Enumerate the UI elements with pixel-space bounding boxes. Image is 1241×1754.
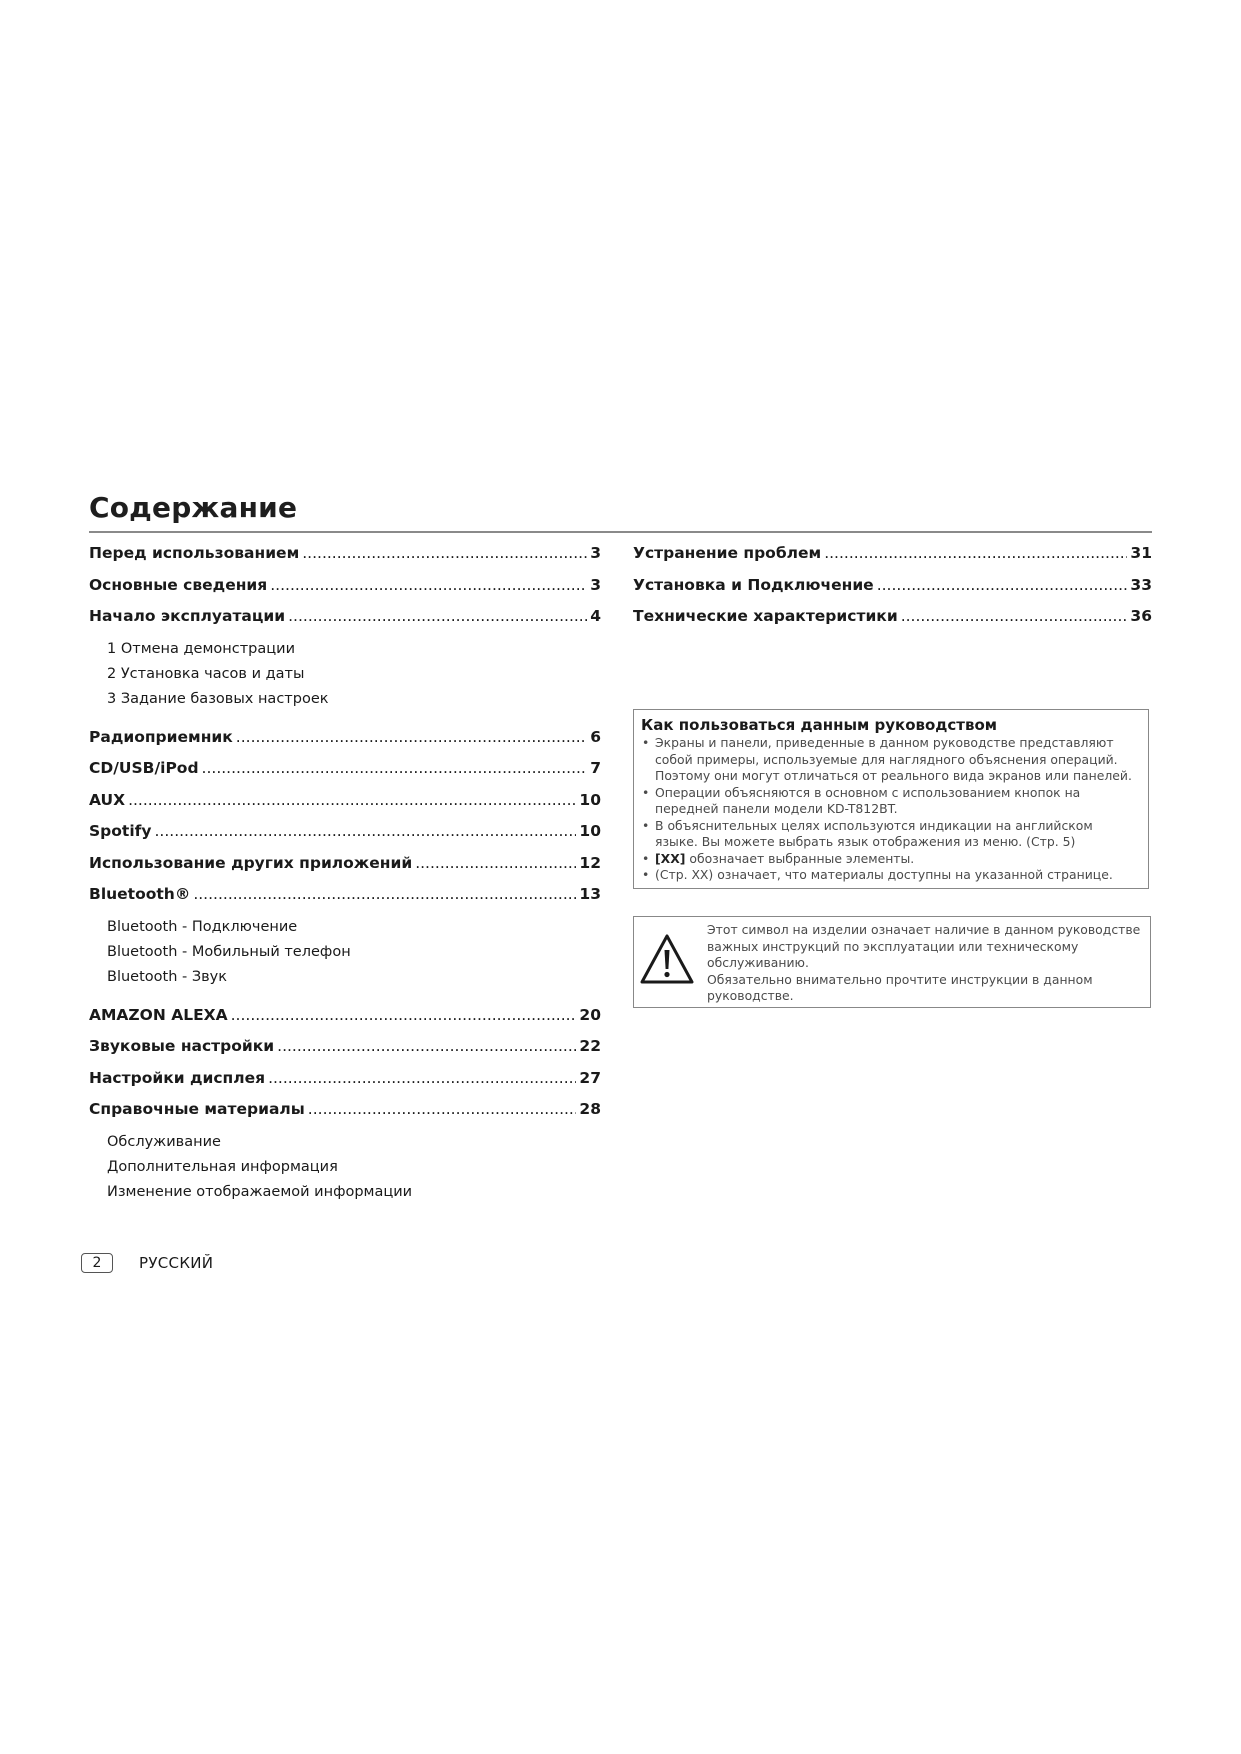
caution-box: [633, 916, 1151, 1008]
toc-entry-radio[interactable]: [89, 714, 601, 746]
toc-entry-page: 6: [590, 727, 601, 746]
toc-right-column: [633, 530, 1152, 625]
toc-entry-page: 3: [590, 575, 601, 594]
toc-entry-label: Технические характеристики: [633, 607, 898, 625]
how-to-use-item: [641, 818, 1139, 851]
toc-entry-label: Установка и Подключение: [633, 575, 874, 594]
page-number: 2: [81, 1253, 113, 1273]
toc-entry-page: 20: [579, 1005, 601, 1024]
toc-entry-before-use[interactable]: [89, 530, 601, 562]
toc-entry-label: Устранение проблем: [633, 544, 822, 562]
toc-subentry-more-info[interactable]: Дополнительная информация: [107, 1158, 338, 1175]
toc-entry-getting-started[interactable]: [89, 593, 601, 625]
caution-text-line: Обязательно внимательно прочтите инструкции в данном руководстве.: [707, 971, 1093, 1003]
how-to-use-item-text: (Стр. XX) означает, что материалы доступны на указанной странице.: [655, 867, 1113, 882]
how-to-use-item-text: Операции объясняются в основном с использованием кнопок на передней панели модели KD-T812BT.: [655, 784, 1081, 816]
how-to-use-list: [641, 735, 1139, 884]
language-label: РУССКИЙ: [139, 1254, 214, 1272]
toc-entry-page: 33: [1130, 575, 1152, 594]
toc-leader-dots: [288, 609, 587, 625]
toc-leader-dots: [308, 1102, 577, 1118]
how-to-use-item: [641, 851, 1139, 868]
how-to-use-manual-box: [633, 709, 1149, 889]
toc-entry-display-settings[interactable]: [89, 1055, 601, 1087]
page-title: Содержание: [89, 491, 298, 524]
toc-entry-page: 28: [579, 1100, 601, 1118]
toc-entry-label: Начало эксплуатации: [89, 607, 286, 625]
toc-entry-page: 3: [590, 544, 601, 562]
toc-entry-page: 4: [590, 607, 601, 625]
bullet-icon: •: [642, 867, 650, 882]
toc-leader-dots: [901, 609, 1128, 625]
toc-subentry-basic-settings[interactable]: 3 Задание базовых настроек: [107, 690, 329, 707]
selected-item-tag: [XX]: [655, 850, 686, 866]
toc-entry-page: 10: [579, 822, 601, 840]
toc-leader-dots: [154, 824, 576, 840]
warning-triangle-icon: [639, 933, 695, 985]
toc-leader-dots: [415, 856, 576, 872]
toc-entry-other-apps[interactable]: [89, 840, 601, 872]
caution-text-line: Этот символ на изделии означает наличие в данном руководстве важных инструкций по эксплуатации или техническому обслуживанию.: [707, 922, 1141, 970]
toc-leader-dots: [270, 578, 587, 594]
caution-text: [707, 922, 1142, 1005]
how-to-use-item-text: обозначает выбранные элементы.: [685, 850, 915, 866]
toc-leader-dots: [128, 793, 576, 809]
toc-entry-basics[interactable]: [89, 562, 601, 594]
toc-entry-amazon-alexa[interactable]: [89, 992, 601, 1024]
toc-entry-label: AUX: [89, 790, 126, 809]
toc-leader-dots: [302, 546, 587, 562]
toc-entry-label: Bluetooth®: [89, 885, 191, 903]
toc-subentry-cancel-demo[interactable]: 1 Отмена демонстрации: [107, 640, 295, 657]
toc-entry-label: Настройки дисплея: [89, 1068, 266, 1087]
toc-leader-dots: [268, 1071, 576, 1087]
toc-leader-dots: [202, 761, 588, 777]
toc-entry-page: 31: [1130, 544, 1152, 562]
how-to-use-item: [641, 735, 1139, 785]
how-to-use-title: Как пользоваться данным руководством: [641, 716, 998, 734]
toc-entry-page: 13: [579, 885, 601, 903]
toc-entry-installation[interactable]: [633, 562, 1152, 594]
toc-entry-page: 27: [579, 1068, 601, 1087]
toc-entry-reference[interactable]: [89, 1086, 601, 1118]
how-to-use-item-text: Экраны и панели, приведенные в данном руководстве представляют собой примеры, используемые для наглядного объяснения операций. Поэтому они могут отличаться от реального вида экранов или панелей.: [655, 735, 1132, 783]
toc-entry-label: Радиоприемник: [89, 727, 233, 746]
toc-entry-audio-settings[interactable]: [89, 1023, 601, 1055]
toc-entry-label: Основные сведения: [89, 575, 268, 594]
toc-entry-aux[interactable]: [89, 777, 601, 809]
toc-entry-cd-usb-ipod[interactable]: [89, 745, 601, 777]
toc-entry-page: 10: [579, 790, 601, 809]
toc-entry-label: Перед использованием: [89, 544, 300, 562]
toc-leader-dots: [277, 1039, 576, 1055]
toc-subentry-maintenance[interactable]: Обслуживание: [107, 1133, 221, 1150]
toc-leader-dots: [877, 578, 1128, 594]
toc-entry-page: 12: [579, 853, 601, 872]
toc-entry-label: CD/USB/iPod: [89, 759, 199, 777]
toc-leader-dots: [236, 730, 587, 746]
toc-entry-bluetooth[interactable]: [89, 871, 601, 903]
how-to-use-item: [641, 867, 1139, 884]
toc-subentry-bt-audio[interactable]: Bluetooth - Звук: [107, 968, 228, 985]
how-to-use-item-text: В объяснительных целях используются индикации на английском языке. Вы можете выбрать язык отображения из меню. (Стр. 5): [655, 817, 1093, 849]
toc-subentry-set-clock[interactable]: 2 Установка часов и даты: [107, 665, 305, 682]
toc-subentry-bt-connection[interactable]: Bluetooth - Подключение: [107, 918, 298, 935]
bullet-icon: •: [642, 735, 650, 750]
toc-entry-page: 7: [590, 759, 601, 777]
toc-entry-label: AMAZON ALEXA: [89, 1005, 228, 1024]
toc-entry-label: Spotify: [89, 822, 152, 840]
toc-leader-dots: [824, 546, 1127, 562]
toc-entry-troubleshooting[interactable]: [633, 530, 1152, 562]
toc-entry-page: 36: [1130, 607, 1152, 625]
toc-entry-label: Звуковые настройки: [89, 1037, 275, 1055]
bullet-icon: •: [642, 784, 650, 800]
how-to-use-item: [641, 785, 1139, 818]
bullet-icon: •: [642, 850, 650, 866]
page-footer: [81, 1253, 213, 1273]
toc-entry-specifications[interactable]: [633, 593, 1152, 625]
bullet-icon: •: [642, 817, 650, 833]
toc-entry-page: 22: [579, 1037, 601, 1055]
toc-subentry-bt-phone[interactable]: Bluetooth - Мобильный телефон: [107, 943, 351, 960]
toc-entry-label: Использование других приложений: [89, 853, 413, 872]
toc-entry-label: Справочные материалы: [89, 1100, 305, 1118]
toc-entry-spotify[interactable]: [89, 808, 601, 840]
toc-left-column: [89, 530, 601, 1205]
toc-leader-dots: [231, 1008, 577, 1024]
toc-subentry-change-display-info[interactable]: Изменение отображаемой информации: [107, 1183, 413, 1200]
toc-leader-dots: [193, 887, 576, 903]
